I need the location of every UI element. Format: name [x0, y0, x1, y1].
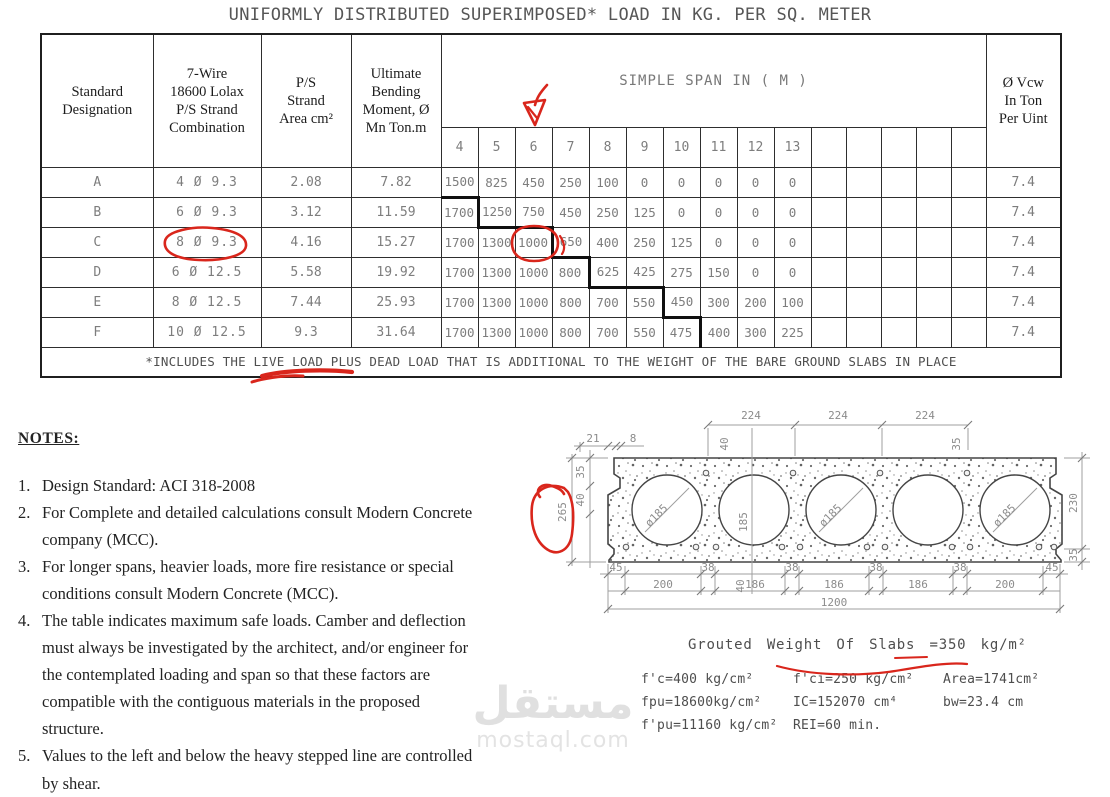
load-cell	[951, 317, 986, 347]
dim-label: 186	[824, 578, 844, 591]
load-cell: 650	[552, 227, 589, 257]
moment-cell: 19.92	[351, 257, 441, 287]
load-cell	[951, 227, 986, 257]
dim-label: 40	[734, 579, 747, 593]
load-cell: 450	[515, 167, 552, 197]
load-cell: 825	[478, 167, 515, 197]
designation-cell: B	[41, 197, 153, 227]
dim-label: 21	[586, 432, 600, 445]
dim-label: 224	[741, 409, 761, 422]
span-col-6: 6	[515, 127, 552, 167]
span-col-4: 4	[441, 127, 478, 167]
load-cell: 1700	[441, 257, 478, 287]
watermark-logo: مستقل	[472, 678, 634, 729]
span-col-13: 13	[774, 127, 811, 167]
load-cell	[916, 287, 951, 317]
load-cell	[916, 197, 951, 227]
span-col-7: 7	[552, 127, 589, 167]
load-cell: 550	[626, 317, 663, 347]
load-cell: 1000	[515, 257, 552, 287]
load-cell	[916, 257, 951, 287]
span-col-blank	[951, 127, 986, 167]
dim-label: 200	[653, 578, 673, 591]
core-void	[893, 475, 963, 545]
note-item-3: 3. For longer spans, heavier loads, more fire resistance or special conditions consult Modern Concrete (MCC).	[18, 557, 454, 604]
watermark-domain: mostaql.com	[476, 728, 630, 754]
load-cell	[881, 287, 916, 317]
load-cell: 550	[626, 287, 663, 317]
load-cell	[916, 227, 951, 257]
load-cell: 800	[552, 257, 589, 287]
grouted-weight-label: Grouted Weight Of Slabs =350 kg/m²	[688, 637, 1027, 653]
load-cell: 250	[589, 197, 626, 227]
combination-cell: 4 Ø 9.3	[153, 167, 261, 197]
load-cell: 1000	[515, 317, 552, 347]
load-cell	[916, 317, 951, 347]
load-cell	[951, 257, 986, 287]
area-cell: 4.16	[261, 227, 351, 257]
load-cell: 0	[737, 227, 774, 257]
load-cell	[951, 167, 986, 197]
span-col-blank	[916, 127, 951, 167]
designation-cell: E	[41, 287, 153, 317]
area-cell: 3.12	[261, 197, 351, 227]
load-cell	[881, 227, 916, 257]
load-cell: 1300	[478, 287, 515, 317]
combination-cell: 8 Ø 9.3	[153, 227, 261, 257]
right-dimensions	[1064, 452, 1090, 570]
header-simple-span: SIMPLE SPAN IN ( M )	[441, 34, 986, 127]
dim-label: 186	[745, 578, 765, 591]
spec-value: fpu=18600kg/cm²	[641, 695, 762, 710]
specs-col-2	[793, 668, 943, 737]
dim-label: 35	[574, 465, 587, 479]
header-ultimate-moment: Ultimate Bending Moment, Ø Mn Ton.m	[351, 34, 441, 167]
vcw-cell: 7.4	[986, 167, 1061, 197]
spec-value: f'ci=250 kg/cm²	[793, 672, 914, 687]
load-cell	[846, 257, 881, 287]
load-cell: 475	[663, 317, 700, 347]
load-cell: 0	[774, 167, 811, 197]
table-row-D	[41, 257, 1061, 287]
spec-value: IC=152070 cm⁴	[793, 695, 898, 710]
load-cell: 0	[626, 167, 663, 197]
area-cell: 2.08	[261, 167, 351, 197]
specs-block	[641, 668, 1039, 737]
load-cell: 1300	[478, 227, 515, 257]
load-cell: 1700	[441, 317, 478, 347]
load-cell: 400	[589, 227, 626, 257]
vcw-cell: 7.4	[986, 257, 1061, 287]
note-item-2: 2. For Complete and detailed calculations consult Modern Concrete company (MCC).	[18, 503, 473, 550]
area-cell: 5.58	[261, 257, 351, 287]
span-col-8: 8	[589, 127, 626, 167]
combination-cell: 10 Ø 12.5	[153, 317, 261, 347]
span-col-11: 11	[700, 127, 737, 167]
load-cell: 0	[700, 227, 737, 257]
dim-label: 8	[629, 432, 637, 445]
load-cell	[811, 197, 846, 227]
spec-value: f'pu=11160 kg/cm²	[641, 718, 778, 733]
load-cell	[881, 317, 916, 347]
dim-label: 40	[574, 493, 587, 507]
specs-col-3	[943, 668, 1039, 737]
load-table	[40, 33, 1062, 378]
load-cell: 800	[552, 317, 589, 347]
moment-cell: 11.59	[351, 197, 441, 227]
load-cell: 0	[774, 257, 811, 287]
dim-label: 38	[701, 561, 715, 574]
dim-label: 45	[609, 561, 623, 574]
bottom-dimensions	[600, 561, 1068, 613]
load-cell: 0	[774, 227, 811, 257]
designation-cell: C	[41, 227, 153, 257]
dim-label: 35	[950, 437, 963, 451]
combination-cell: 6 Ø 12.5	[153, 257, 261, 287]
dim-label: 224	[828, 409, 848, 422]
header-ps-strand-area: P/S Strand Area cm²	[261, 34, 351, 167]
load-cell	[846, 317, 881, 347]
load-cell	[846, 287, 881, 317]
table-row-A	[41, 167, 1061, 197]
span-col-blank	[881, 127, 916, 167]
load-cell: 125	[626, 197, 663, 227]
table-row-C	[41, 227, 1061, 257]
load-cell	[811, 287, 846, 317]
dim-label: 200	[995, 578, 1015, 591]
span-col-blank	[811, 127, 846, 167]
load-cell: 1700	[441, 227, 478, 257]
spec-value: bw=23.4 cm	[943, 695, 1024, 710]
load-cell: 0	[663, 197, 700, 227]
load-cell	[881, 197, 916, 227]
load-cell: 700	[589, 287, 626, 317]
dim-label: 38	[785, 561, 799, 574]
load-cell: 250	[552, 167, 589, 197]
note-item-5: 5. Values to the left and below the heavy stepped line are controlled by shear.	[18, 746, 473, 793]
load-cell: 0	[700, 167, 737, 197]
load-cell: 200	[737, 287, 774, 317]
core-void	[719, 475, 789, 545]
dim-label: 224	[915, 409, 935, 422]
moment-cell: 31.64	[351, 317, 441, 347]
table-row-B	[41, 197, 1061, 227]
vcw-cell: 7.4	[986, 197, 1061, 227]
combination-cell: 6 Ø 9.3	[153, 197, 261, 227]
area-cell: 7.44	[261, 287, 351, 317]
load-cell: 100	[589, 167, 626, 197]
designation-cell: F	[41, 317, 153, 347]
dim-label: 35	[1067, 548, 1080, 562]
span-col-blank	[846, 127, 881, 167]
load-cell: 1500	[441, 167, 478, 197]
load-cell	[811, 227, 846, 257]
header-strand-combination: 7-Wire 18600 Lolax P/S Strand Combination	[153, 34, 261, 167]
load-cell: 300	[700, 287, 737, 317]
dim-label: 38	[869, 561, 883, 574]
spec-value: f'c=400 kg/cm²	[641, 672, 754, 687]
void-dia-label: ø185	[990, 501, 1019, 530]
load-cell	[881, 257, 916, 287]
load-cell: 1000	[515, 287, 552, 317]
page-title: UNIFORMLY DISTRIBUTED SUPERIMPOSED* LOAD IN KG. PER SQ. METER	[228, 5, 872, 25]
load-cell: 0	[700, 197, 737, 227]
table-row-F	[41, 317, 1061, 347]
load-cell	[811, 317, 846, 347]
void-dia-label: ø185	[642, 501, 671, 530]
load-cell: 275	[663, 257, 700, 287]
load-cell: 1300	[478, 257, 515, 287]
specs-col-1	[641, 668, 793, 737]
load-cell: 0	[774, 197, 811, 227]
table-row-E	[41, 287, 1061, 317]
dim-label: 265	[556, 502, 569, 522]
load-cell: 625	[589, 257, 626, 287]
load-cell: 0	[663, 167, 700, 197]
span-col-5: 5	[478, 127, 515, 167]
moment-cell: 15.27	[351, 227, 441, 257]
load-cell: 1700	[441, 287, 478, 317]
load-cell: 750	[515, 197, 552, 227]
load-cell: 450	[552, 197, 589, 227]
note-item-4: 4. The table indicates maximum safe loads. Camber and deflection must always be investigated by the architect, and/or engineer for the contemplated loading and span so that these factors are compatible with the contiguous materials in the proposed structure.	[18, 611, 469, 739]
load-cell: 425	[626, 257, 663, 287]
spec-value: Area=1741cm²	[943, 672, 1040, 687]
header-standard-designation: Standard Designation	[41, 34, 153, 167]
moment-cell: 7.82	[351, 167, 441, 197]
void-dia-label: 185	[737, 512, 750, 532]
notes-list	[18, 472, 480, 797]
void-dia-label: ø185	[816, 501, 845, 530]
load-cell: 250	[626, 227, 663, 257]
load-cell: 150	[700, 257, 737, 287]
moment-cell: 25.93	[351, 287, 441, 317]
load-cell	[811, 167, 846, 197]
load-cell	[951, 197, 986, 227]
load-cell: 100	[774, 287, 811, 317]
table-footnote: *INCLUDES THE LIVE LOAD PLUS DEAD LOAD THAT IS ADDITIONAL TO THE WEIGHT OF THE BARE GROUND SLABS IN PLACE	[41, 347, 1061, 377]
header-vcw: Ø Vcw In Ton Per Uint	[986, 34, 1061, 167]
vcw-cell: 7.4	[986, 227, 1061, 257]
load-cell: 1700	[441, 197, 478, 227]
vcw-cell: 7.4	[986, 317, 1061, 347]
load-cell: 300	[737, 317, 774, 347]
load-cell	[846, 227, 881, 257]
load-cell: 400	[700, 317, 737, 347]
load-cell: 1300	[478, 317, 515, 347]
designation-cell: D	[41, 257, 153, 287]
load-cell	[846, 197, 881, 227]
area-cell: 9.3	[261, 317, 351, 347]
load-cell	[846, 167, 881, 197]
header-row	[41, 34, 1061, 127]
note-item-1: 1. Design Standard: ACI 318-2008	[18, 476, 256, 495]
load-cell: 225	[774, 317, 811, 347]
footnote-row	[41, 347, 1061, 377]
notes-section	[18, 430, 480, 797]
dim-label: 45	[1045, 561, 1059, 574]
span-col-10: 10	[663, 127, 700, 167]
load-cell	[951, 287, 986, 317]
load-cell: 125	[663, 227, 700, 257]
load-cell: 800	[552, 287, 589, 317]
load-cell	[811, 257, 846, 287]
vcw-cell: 7.4	[986, 287, 1061, 317]
span-col-12: 12	[737, 127, 774, 167]
load-cell: 700	[589, 317, 626, 347]
slab-cross-section-diagram	[520, 402, 1110, 634]
dim-label: 40	[718, 437, 731, 451]
load-cell	[881, 167, 916, 197]
load-cell: 450	[663, 287, 700, 317]
dim-label: 38	[953, 561, 967, 574]
load-cell	[916, 167, 951, 197]
designation-cell: A	[41, 167, 153, 197]
dim-label: 186	[908, 578, 928, 591]
span-col-9: 9	[626, 127, 663, 167]
dim-label: 230	[1067, 493, 1080, 513]
load-cell: 0	[737, 197, 774, 227]
load-cell: 1250	[478, 197, 515, 227]
combination-cell: 8 Ø 12.5	[153, 287, 261, 317]
spec-value: REI=60 min.	[793, 718, 882, 733]
notes-heading: NOTES:	[18, 430, 80, 447]
load-cell: 1000	[515, 227, 552, 257]
load-cell: 0	[737, 167, 774, 197]
dim-label: 1200	[820, 596, 848, 609]
load-cell: 0	[737, 257, 774, 287]
